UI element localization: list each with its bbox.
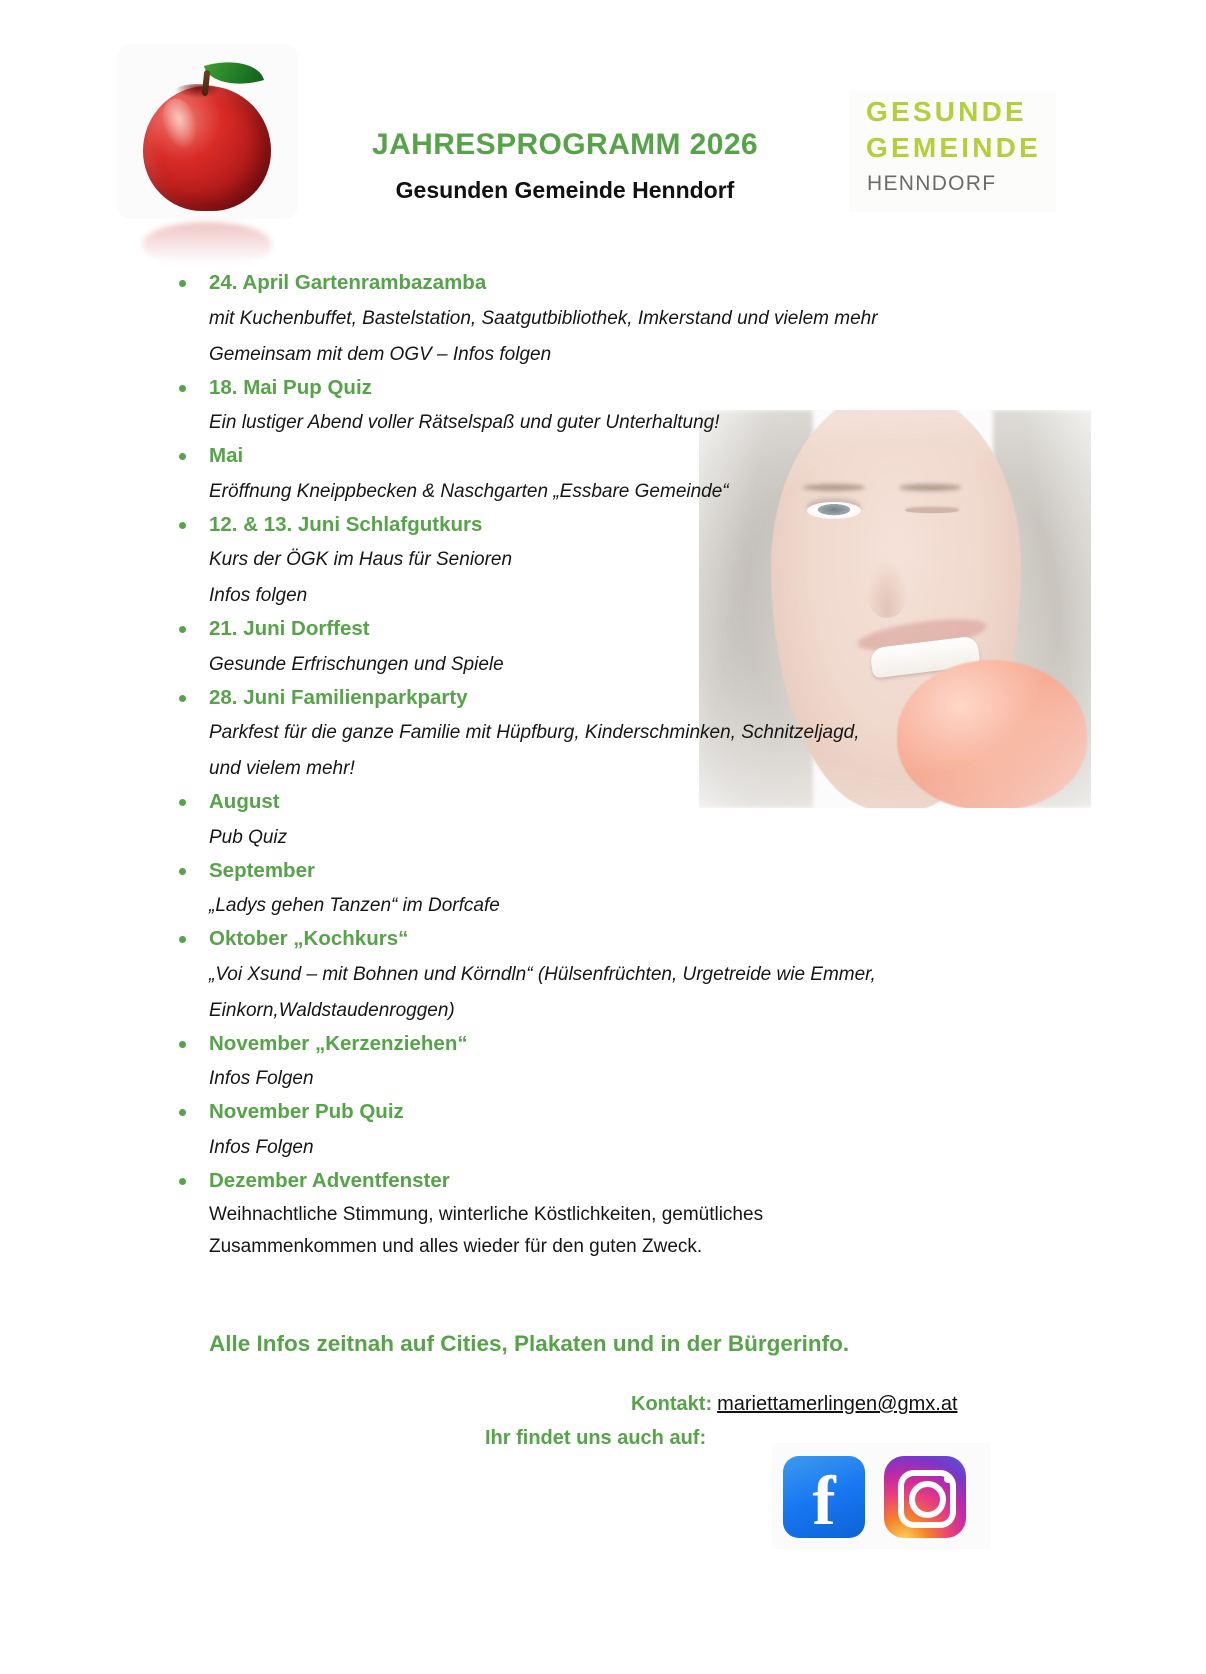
event-item — [170, 268, 1020, 373]
event-title-text: 21. Juni Dorffest — [209, 617, 370, 640]
event-title — [170, 614, 1020, 647]
event-item — [170, 1029, 1020, 1098]
event-description-line: mit Kuchenbuffet, Bastelstation, Saatgutbibliothek, Imkerstand und vielem mehr — [209, 307, 878, 329]
event-item — [170, 856, 1020, 925]
event-description-line: Gesunde Erfrischungen und Spiele — [209, 653, 504, 675]
event-title-text: Mai — [209, 444, 244, 467]
event-title-text: September — [209, 858, 315, 882]
info-note: Alle Infos zeitnah auf Cities, Plakaten und in der Bürgerinfo. — [209, 1331, 850, 1356]
contact-label: Kontakt: — [631, 1393, 713, 1415]
event-title-text: Oktober „Kochkurs“ — [209, 927, 409, 950]
event-description-line: Pub Quiz — [209, 826, 288, 848]
apple-illustration — [117, 44, 298, 219]
event-description-line: Gemeinsam mit dem OGV – Infos folgen — [209, 343, 552, 365]
event-item — [170, 924, 1020, 1029]
event-description-line: Kurs der ÖGK im Haus für Senioren — [209, 549, 513, 570]
instagram-lens-glyph — [909, 1481, 946, 1518]
event-title-text: November Pub Quiz — [209, 1100, 404, 1123]
event-description-line: Infos Folgen — [209, 1068, 314, 1089]
event-title — [170, 441, 1020, 474]
page-subtitle: Gesunden Gemeinde Henndorf — [395, 177, 735, 203]
apple-logo — [117, 44, 298, 219]
contact-email-link[interactable]: mariettamerlingen@gmx.at — [717, 1393, 958, 1415]
event-title-text: 12. & 13. Juni Schlafgutkurs — [209, 512, 483, 536]
event-description-line: Zusammenkommen und alles wieder für den guten Zweck. — [209, 1236, 703, 1257]
event-title-text: August — [209, 790, 280, 813]
event-title — [170, 1029, 1020, 1062]
event-description-line: Infos Folgen — [209, 1136, 314, 1158]
event-description-line: „Voi Xsund – mit Bohnen und Körndln“ (Hülsenfrüchten, Urgetreide wie Emmer, — [209, 963, 876, 985]
bullet-icon — [179, 280, 186, 287]
event-item — [170, 373, 1020, 442]
bullet-icon — [179, 936, 186, 943]
event-description-line: Weihnachtliche Stimmung, winterliche Köstlichkeiten, gemütliches — [209, 1204, 764, 1225]
event-title — [170, 373, 1020, 406]
logo-line-gemeinde: GEMEINDE — [866, 132, 1041, 163]
bullet-icon — [179, 1109, 186, 1116]
event-description-line: Eröffnung Kneippbecken & Naschgarten „Essbare Gemeinde“ — [209, 480, 729, 502]
event-item — [170, 683, 1020, 788]
event-item — [170, 510, 1020, 615]
event-title-text: Dezember Adventfenster — [209, 1168, 450, 1192]
event-title — [170, 787, 1020, 820]
bullet-icon — [179, 522, 186, 529]
event-description-line: Infos folgen — [209, 585, 308, 606]
event-title-text: November „Kerzenziehen“ — [209, 1031, 468, 1055]
document-header — [0, 0, 1206, 250]
event-title — [170, 1166, 1020, 1199]
contact-row — [631, 1393, 958, 1416]
apple-body-shape — [143, 86, 271, 211]
instagram-icon[interactable] — [884, 1456, 966, 1538]
title-block — [300, 128, 830, 204]
bullet-icon — [179, 385, 186, 392]
event-title — [170, 683, 1020, 716]
page-title: JAHRESPROGRAMM 2026 — [371, 128, 759, 161]
bullet-icon — [179, 1041, 186, 1048]
event-title — [170, 268, 1020, 301]
event-item — [170, 787, 1020, 856]
bullet-icon — [179, 453, 186, 460]
facebook-f-glyph: f — [812, 1463, 836, 1540]
bullet-icon — [179, 1178, 186, 1185]
follow-label: Ihr findet uns auch auf: — [485, 1427, 707, 1449]
instagram-dot-glyph — [944, 1475, 952, 1483]
event-title-text: 18. Mai Pup Quiz — [209, 375, 372, 399]
apple-reflection — [143, 222, 271, 264]
event-title — [170, 1097, 1020, 1130]
event-description-line: Ein lustiger Abend voller Rätselspaß und guter Unterhaltung! — [209, 412, 720, 433]
facebook-icon[interactable] — [783, 1456, 865, 1538]
gesunde-gemeinde-logo — [849, 90, 1056, 212]
event-description-line: und vielem mehr! — [209, 758, 355, 779]
event-title-text: 24. April Gartenrambazamba — [209, 271, 487, 294]
event-title — [170, 856, 1020, 889]
bullet-icon — [179, 868, 186, 875]
event-item — [170, 441, 1020, 510]
logo-line-henndorf: HENNDORF — [867, 172, 997, 195]
event-item — [170, 1166, 1020, 1263]
bullet-icon — [179, 799, 186, 806]
event-title — [170, 510, 1020, 543]
bullet-icon — [179, 626, 186, 633]
apple-dimple-shape — [175, 84, 221, 98]
event-title — [170, 924, 1020, 957]
event-description-line: „Ladys gehen Tanzen“ im Dorfcafe — [209, 895, 500, 916]
event-item — [170, 614, 1020, 683]
event-title-text: 28. Juni Familienparkparty — [209, 685, 468, 709]
bullet-icon — [179, 695, 186, 702]
program-list — [170, 268, 1020, 1262]
event-description-line: Einkorn,Waldstaudenroggen) — [209, 999, 455, 1021]
logo-line-gesunde: GESUNDE — [866, 96, 1027, 127]
event-item — [170, 1097, 1020, 1166]
social-links — [772, 1443, 990, 1549]
event-description-line: Parkfest für die ganze Familie mit Hüpfburg, Kinderschminken, Schnitzeljagd, — [209, 722, 860, 743]
